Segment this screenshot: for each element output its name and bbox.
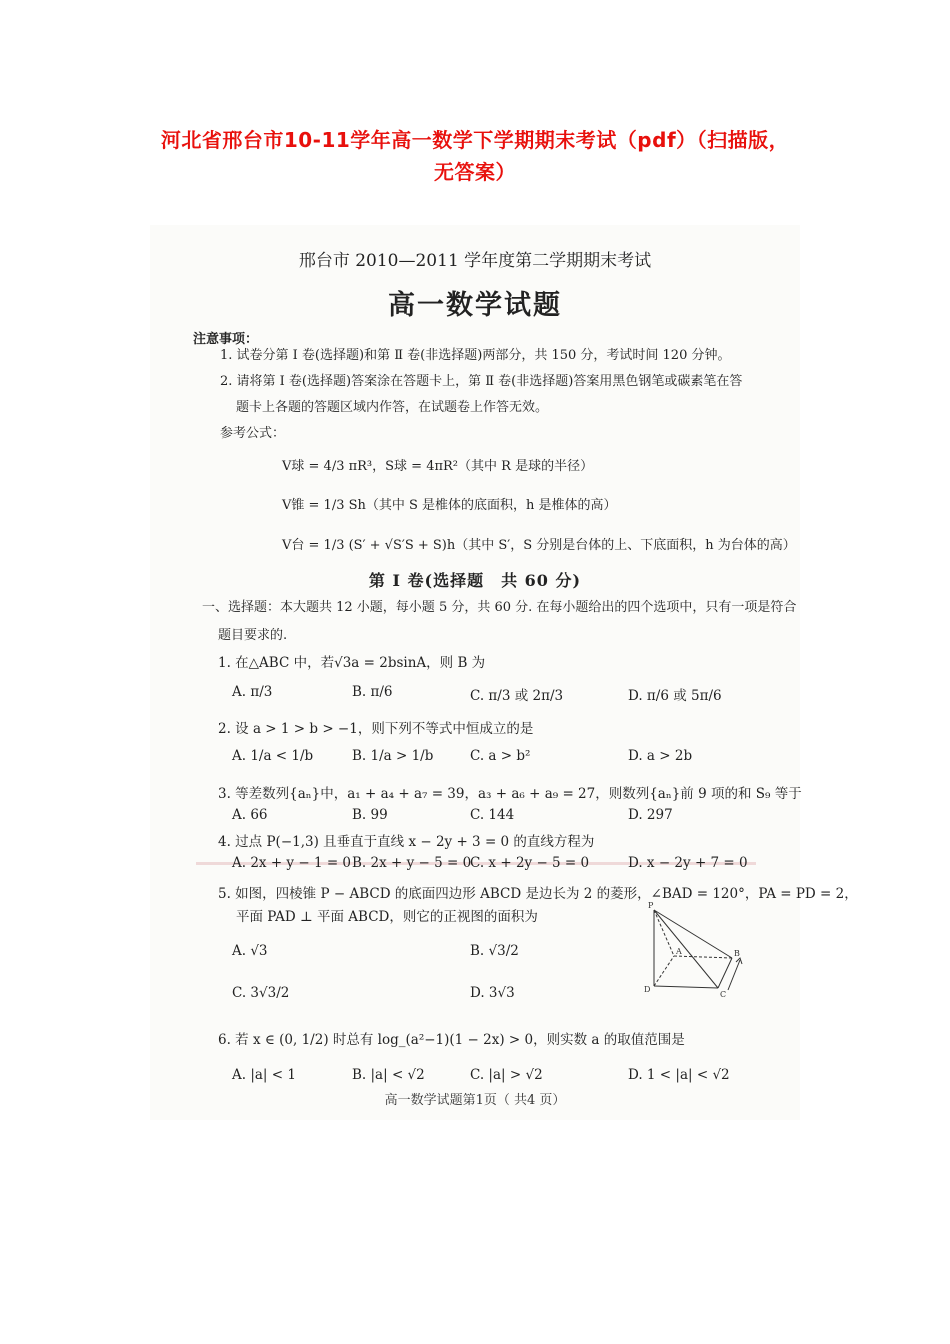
question-1-stem: 1. 在△ABC 中，若√3a = 2bsinA，则 B 为 [218,655,486,671]
edge-da [654,956,674,986]
question-5-option-c: C. 3√3/2 [232,985,290,1001]
label-c: C [720,990,727,999]
section-heading: 第 Ⅰ 卷(选择题 共 60 分) [368,571,582,590]
question-2-option-c: C. a > b² [470,748,531,764]
exam-title: 邢台市 2010—2011 学年度第二学期期末考试 [298,251,652,271]
question-4-option-d: D. x − 2y + 7 = 0 [628,855,748,871]
question-4-option-c: C. x + 2y − 5 = 0 [470,855,590,871]
edge-pb [654,910,732,958]
question-3-option-c: C. 144 [470,807,515,823]
label-b: B [734,949,740,958]
formula-frustum: V台 = 1/3 (S′ + √S′S + S)h（其中 S′，S 分别是台体的上、下底面积，h 为台体的高） [282,538,796,553]
question-6-option-d: D. 1 < |a| < √2 [628,1067,730,1083]
notes-item-2a: 2. 请将第 Ⅰ 卷(选择题)答案涂在答题卡上，第 Ⅱ 卷(非选择题)答案用黑色钢笔或碳素笔在答 [220,374,743,389]
question-4-stem: 4. 过点 P(−1,3) 且垂直于直线 x − 2y + 3 = 0 的直线方程为 [218,834,595,850]
label-p: P [648,901,654,910]
edge-dc [654,986,718,988]
exam-subject: 高一数学试题 [388,290,562,321]
question-1-option-b: B. π/6 [352,684,393,700]
question-1-option-c: C. π/3 或 2π/3 [470,688,564,704]
question-1-option-d: D. π/6 或 5π/6 [628,688,722,704]
question-4-option-b: B. 2x + y − 5 = 0 [352,855,472,871]
question-3-option-d: D. 297 [628,807,673,823]
page-footer: 高一数学试题第1页（ 共4 页） [384,1093,566,1108]
question-2-option-a: A. 1/a < 1/b [232,748,314,764]
section-intro-a: 一、选择题：本大题共 12 小题，每小题 5 分，共 60 分. 在每小题给出的四个选项中，只有一项是符合 [202,600,797,615]
question-2-option-d: D. a > 2b [628,748,693,764]
question-5-option-d: D. 3√3 [470,985,515,1001]
notes-item-2b: 题卡上各题的答题区域内作答，在试题卷上作答无效。 [236,400,549,415]
question-5-option-a: A. √3 [232,943,268,959]
question-6-option-b: B. |a| < √2 [352,1067,425,1083]
question-3-option-a: A. 66 [232,807,268,823]
question-3-option-b: B. 99 [352,807,388,823]
label-d: D [644,985,651,994]
document-title-line-2: 无答案） [434,160,516,184]
section-intro-b: 题目要求的. [218,628,288,643]
notes-item-1: 1. 试卷分第 Ⅰ 卷(选择题)和第 Ⅱ 卷(非选择题)两部分，共 150 分，考试时间 120 分钟。 [220,348,731,363]
question-5-stem-a: 5. 如图，四棱锥 P − ABCD 的底面四边形 ABCD 是边长为 2 的菱形，∠BAD = 120°，PA = PD = 2， [218,886,858,902]
label-a: A [676,947,682,956]
question-1-option-a: A. π/3 [232,684,273,700]
question-6-option-a: A. |a| < 1 [232,1067,296,1083]
formula-sphere: V球 = 4/3 πR³，S球 = 4πR²（其中 R 是球的半径） [282,459,594,474]
edge-pa [654,910,674,956]
edge-ab [674,956,732,958]
edge-pc [654,910,718,988]
notes-heading: 注意事项： [193,332,259,347]
question-4-option-a: A. 2x + y − 1 = 0 [232,855,352,871]
edge-cb [718,958,732,988]
question-3-stem: 3. 等差数列{aₙ}中，a₁ + a₄ + a₇ = 39，a₃ + a₆ + a₉ = 27，则数列{aₙ}前 9 项的和 S₉ 等于 [218,786,802,802]
question-2-option-b: B. 1/a > 1/b [352,748,434,764]
question-6-option-c: C. |a| > √2 [470,1067,543,1083]
reference-formulas-heading: 参考公式： [220,426,286,441]
pyramid-figure [640,900,750,1000]
question-5-stem-b: 平面 PAD ⊥ 平面 ABCD，则它的正视图的面积为 [236,909,538,925]
question-5-option-b: B. √3/2 [470,943,519,959]
document-title [95,124,855,188]
view-arrow [728,960,740,990]
question-2-stem: 2. 设 a > 1 > b > −1，则下列不等式中恒成立的是 [218,721,534,737]
formula-cone: V锥 = 1/3 Sh（其中 S 是椎体的底面积，h 是椎体的高） [282,498,617,513]
question-6-stem: 6. 若 x ∈ (0, 1/2) 时总有 log_(a²−1)(1 − 2x) > 0，则实数 a 的取值范围是 [218,1032,685,1048]
document-title-line-1: 河北省邢台市10-11学年高一数学下学期期末考试（pdf）（扫描版， [160,128,790,152]
